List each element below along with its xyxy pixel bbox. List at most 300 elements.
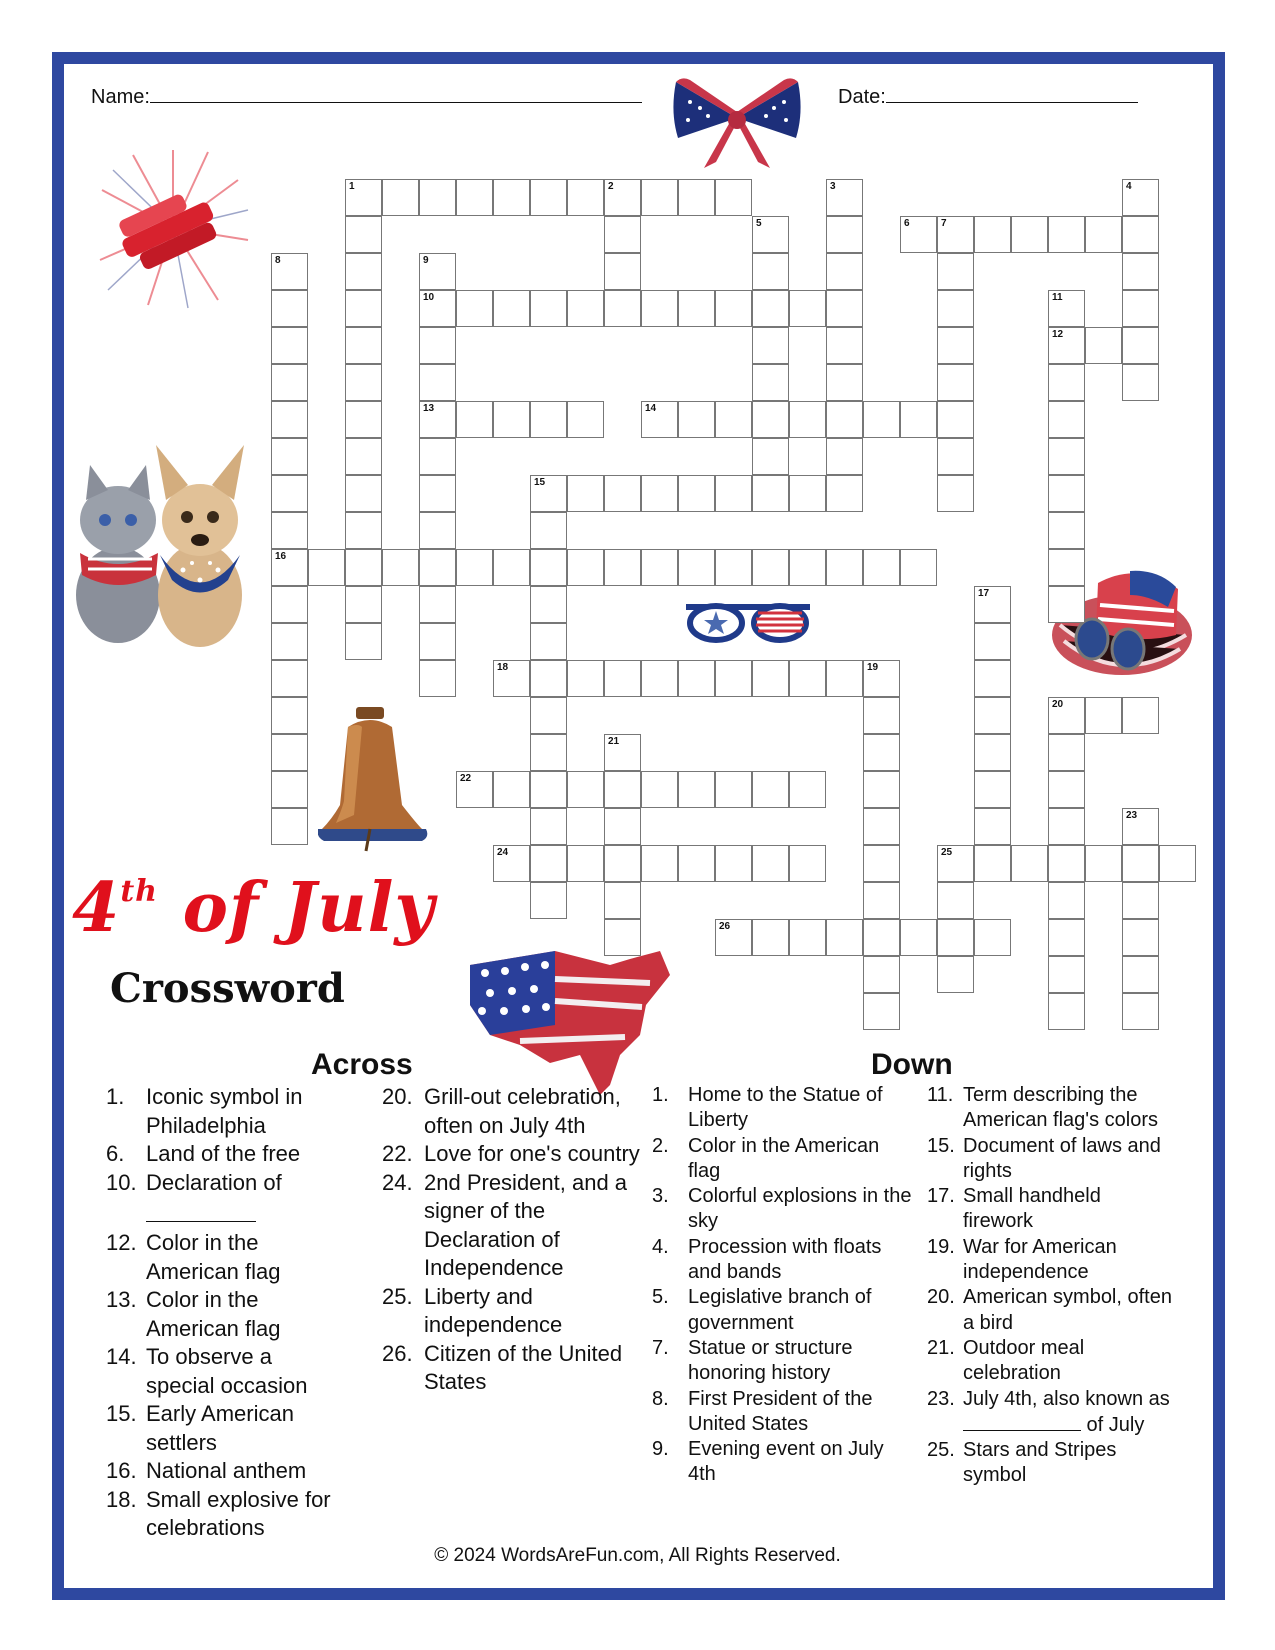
clue-item: [927, 1083, 1175, 1134]
grid-cell[interactable]: [863, 993, 900, 1030]
clue-item-text: Early American settlers: [146, 1401, 294, 1455]
grid-cell[interactable]: [604, 216, 641, 253]
grid-cell[interactable]: [345, 512, 382, 549]
grid-cell[interactable]: [1122, 993, 1159, 1030]
grid-cell[interactable]: [752, 660, 789, 697]
grid-cell[interactable]: [419, 290, 456, 327]
clue-item-number: 26.: [382, 1340, 413, 1366]
grid-cell[interactable]: [641, 290, 678, 327]
grid-cell[interactable]: [752, 919, 789, 956]
grid-cell[interactable]: [271, 660, 308, 697]
clue-item-text: Colorful explosions in the sky: [688, 1185, 912, 1233]
grid-cell[interactable]: [974, 660, 1011, 697]
grid-cell[interactable]: [1048, 327, 1085, 364]
grid-cell[interactable]: [271, 623, 308, 660]
grid-cell[interactable]: [1085, 697, 1122, 734]
grid-cell[interactable]: [937, 475, 974, 512]
grid-cell[interactable]: [493, 660, 530, 697]
grid-cell[interactable]: [1048, 919, 1085, 956]
grid-cell[interactable]: [789, 845, 826, 882]
grid-cell[interactable]: [789, 771, 826, 808]
grid-cell[interactable]: [456, 179, 493, 216]
grid-cell[interactable]: [419, 512, 456, 549]
grid-cell[interactable]: [789, 290, 826, 327]
date-blank[interactable]: [886, 84, 1138, 103]
grid-cell[interactable]: [1048, 956, 1085, 993]
grid-cell[interactable]: [678, 401, 715, 438]
grid-cell[interactable]: [604, 179, 641, 216]
grid-cell[interactable]: [1159, 845, 1196, 882]
clue-item-text: Iconic symbol in Philadelphia: [146, 1084, 303, 1138]
grid-cell[interactable]: [1122, 216, 1159, 253]
clue-item: [652, 1134, 914, 1185]
clue-item-text: Citizen of the United States: [424, 1340, 623, 1394]
grid-cell[interactable]: [937, 919, 974, 956]
grid-cell[interactable]: [678, 660, 715, 697]
grid-cell[interactable]: [1122, 179, 1159, 216]
grid-cell[interactable]: [715, 549, 752, 586]
grid-cell[interactable]: [752, 549, 789, 586]
grid-cell[interactable]: [567, 475, 604, 512]
grid-cell[interactable]: [863, 956, 900, 993]
grid-cell[interactable]: [530, 623, 567, 660]
grid-cell[interactable]: [604, 290, 641, 327]
grid-cell[interactable]: [715, 475, 752, 512]
grid-cell[interactable]: [345, 253, 382, 290]
clue-number: 13: [423, 403, 435, 414]
grid-cell[interactable]: [863, 549, 900, 586]
clue-item-text: War for American independence: [963, 1235, 1117, 1284]
grid-cell[interactable]: [1048, 216, 1085, 253]
clue-item-number: 18.: [106, 1486, 137, 1512]
clue-item: [927, 1387, 1175, 1439]
grid-cell[interactable]: [1122, 845, 1159, 882]
grid-cell[interactable]: [826, 549, 863, 586]
clue-number: 15: [534, 477, 546, 488]
grid-cell[interactable]: [826, 919, 863, 956]
grid-cell[interactable]: [752, 216, 789, 253]
grid-cell[interactable]: [456, 549, 493, 586]
grid-cell[interactable]: [715, 771, 752, 808]
liberty-bell-icon: [318, 705, 438, 855]
grid-cell[interactable]: [789, 660, 826, 697]
down-clues-column-1: [652, 1083, 914, 1488]
grid-cell[interactable]: [345, 438, 382, 475]
clue-item: [106, 1286, 346, 1343]
grid-cell[interactable]: [1122, 697, 1159, 734]
grid-cell[interactable]: [1048, 993, 1085, 1030]
grid-cell[interactable]: [826, 179, 863, 216]
grid-cell[interactable]: [863, 882, 900, 919]
grid-cell[interactable]: [1048, 882, 1085, 919]
grid-cell[interactable]: [1122, 882, 1159, 919]
grid-cell[interactable]: [493, 771, 530, 808]
clue-item-number: 14.: [106, 1344, 137, 1369]
grid-cell[interactable]: [826, 475, 863, 512]
grid-cell[interactable]: [863, 697, 900, 734]
grid-cell[interactable]: [456, 401, 493, 438]
grid-cell[interactable]: [826, 253, 863, 290]
clue-item: [382, 1083, 640, 1140]
grid-cell[interactable]: [604, 771, 641, 808]
grid-cell[interactable]: [974, 919, 1011, 956]
grid-cell[interactable]: [1048, 845, 1085, 882]
grid-cell[interactable]: [530, 882, 567, 919]
grid-cell[interactable]: [900, 216, 937, 253]
grid-cell[interactable]: [530, 475, 567, 512]
grid-cell[interactable]: [678, 549, 715, 586]
clue-item-number: 1.: [106, 1084, 125, 1109]
grid-cell[interactable]: [863, 771, 900, 808]
grid-cell[interactable]: [974, 845, 1011, 882]
grid-cell[interactable]: [419, 438, 456, 475]
grid-cell[interactable]: [1048, 734, 1085, 771]
grid-cell[interactable]: [530, 697, 567, 734]
grid-cell[interactable]: [345, 475, 382, 512]
grid-cell[interactable]: [1048, 771, 1085, 808]
grid-cell[interactable]: [345, 216, 382, 253]
grid-cell[interactable]: [752, 845, 789, 882]
grid-cell[interactable]: [789, 549, 826, 586]
clue-item-text: Stars and Stripes symbol: [963, 1439, 1117, 1487]
clue-item-number: 3.: [652, 1185, 669, 1208]
grid-cell[interactable]: [419, 586, 456, 623]
grid-cell[interactable]: [974, 734, 1011, 771]
grid-cell[interactable]: [1122, 919, 1159, 956]
grid-cell[interactable]: [382, 549, 419, 586]
grid-cell[interactable]: [826, 327, 863, 364]
grid-cell[interactable]: [1048, 401, 1085, 438]
grid-cell[interactable]: [271, 290, 308, 327]
clue-item: [927, 1184, 1175, 1235]
grid-cell[interactable]: [419, 179, 456, 216]
grid-cell[interactable]: [641, 401, 678, 438]
grid-cell[interactable]: [345, 549, 382, 586]
grid-cell[interactable]: [715, 919, 752, 956]
clue-item-number: 17.: [927, 1185, 955, 1208]
grid-cell[interactable]: [641, 475, 678, 512]
grid-cell[interactable]: [530, 808, 567, 845]
clue-number: 22: [460, 773, 472, 784]
clue-item-number: 11.: [927, 1084, 954, 1106]
grid-cell[interactable]: [530, 771, 567, 808]
grid-cell[interactable]: [937, 401, 974, 438]
grid-cell[interactable]: [1122, 290, 1159, 327]
grid-cell[interactable]: [937, 290, 974, 327]
grid-cell[interactable]: [826, 401, 863, 438]
grid-cell[interactable]: [826, 660, 863, 697]
grid-cell[interactable]: [604, 475, 641, 512]
grid-cell[interactable]: [641, 179, 678, 216]
grid-cell[interactable]: [937, 327, 974, 364]
down-heading: Down: [871, 1048, 953, 1081]
clue-item-number: 13.: [106, 1287, 137, 1312]
grid-cell[interactable]: [1011, 216, 1048, 253]
grid-cell[interactable]: [715, 179, 752, 216]
grid-cell[interactable]: [419, 364, 456, 401]
grid-cell[interactable]: [456, 290, 493, 327]
clue-number: 24: [497, 847, 509, 858]
grid-cell[interactable]: [271, 438, 308, 475]
grid-cell[interactable]: [641, 771, 678, 808]
grid-cell[interactable]: [345, 364, 382, 401]
grid-cell[interactable]: [715, 290, 752, 327]
clue-item-number: 23.: [927, 1387, 955, 1410]
grid-cell[interactable]: [530, 660, 567, 697]
grid-cell[interactable]: [604, 845, 641, 882]
grid-cell[interactable]: [493, 549, 530, 586]
grid-cell[interactable]: [271, 512, 308, 549]
grid-cell[interactable]: [419, 327, 456, 364]
grid-cell[interactable]: [1048, 697, 1085, 734]
grid-cell[interactable]: [974, 623, 1011, 660]
clue-item-number: 15.: [106, 1401, 137, 1426]
grid-cell[interactable]: [900, 919, 937, 956]
clue-number: 16: [275, 551, 287, 562]
grid-cell[interactable]: [530, 845, 567, 882]
grid-cell[interactable]: [1048, 512, 1085, 549]
grid-cell[interactable]: [900, 401, 937, 438]
grid-cell[interactable]: [789, 401, 826, 438]
grid-cell[interactable]: [863, 401, 900, 438]
clue-item-number: 8.: [652, 1387, 669, 1410]
clue-item-text: Outdoor meal celebration: [963, 1336, 1085, 1385]
grid-cell[interactable]: [715, 845, 752, 882]
grid-cell[interactable]: [604, 808, 641, 845]
clue-number: 11: [1052, 292, 1063, 303]
grid-cell[interactable]: [937, 253, 974, 290]
grid-cell[interactable]: [271, 327, 308, 364]
grid-cell[interactable]: [604, 660, 641, 697]
grid-cell[interactable]: [1122, 808, 1159, 845]
grid-cell[interactable]: [863, 660, 900, 697]
grid-cell[interactable]: [937, 882, 974, 919]
clue-item-text: Small handheld firework: [963, 1185, 1101, 1233]
grid-cell[interactable]: [678, 771, 715, 808]
grid-cell[interactable]: [826, 438, 863, 475]
grid-cell[interactable]: [1048, 364, 1085, 401]
clue-item: [652, 1285, 914, 1336]
grid-cell[interactable]: [308, 549, 345, 586]
grid-cell[interactable]: [567, 771, 604, 808]
grid-cell[interactable]: [937, 845, 974, 882]
grid-cell[interactable]: [1048, 808, 1085, 845]
clue-item: [927, 1235, 1175, 1286]
grid-cell[interactable]: [345, 290, 382, 327]
grid-cell[interactable]: [826, 364, 863, 401]
grid-cell[interactable]: [974, 697, 1011, 734]
grid-cell[interactable]: [863, 808, 900, 845]
grid-cell[interactable]: [419, 549, 456, 586]
grid-cell[interactable]: [863, 845, 900, 882]
grid-cell[interactable]: [974, 771, 1011, 808]
grid-cell[interactable]: [419, 401, 456, 438]
grid-cell[interactable]: [419, 623, 456, 660]
grid-cell[interactable]: [271, 253, 308, 290]
grid-cell[interactable]: [715, 660, 752, 697]
grid-cell[interactable]: [604, 253, 641, 290]
clue-item: [382, 1283, 640, 1340]
grid-cell[interactable]: [345, 401, 382, 438]
grid-cell[interactable]: [1048, 586, 1085, 623]
grid-cell[interactable]: [567, 290, 604, 327]
grid-cell[interactable]: [345, 623, 382, 660]
grid-cell[interactable]: [641, 660, 678, 697]
clue-number: 12: [1052, 329, 1064, 340]
grid-cell[interactable]: [345, 179, 382, 216]
grid-cell[interactable]: [1085, 327, 1122, 364]
clue-item: [927, 1285, 1175, 1336]
clue-item-number: 25.: [382, 1283, 413, 1309]
clue-number: 5: [756, 218, 762, 229]
clue-item-number: 1.: [652, 1084, 669, 1106]
grid-cell[interactable]: [974, 586, 1011, 623]
grid-cell[interactable]: [1122, 253, 1159, 290]
grid-cell[interactable]: [530, 586, 567, 623]
clue-item-text: Color in the American flag: [146, 1287, 281, 1341]
grid-cell[interactable]: [678, 845, 715, 882]
date-field[interactable]: [838, 84, 1138, 109]
clue-item-text: American symbol, often a bird: [963, 1286, 1172, 1334]
clue-item-number: 7.: [652, 1336, 669, 1359]
grid-cell[interactable]: [567, 179, 604, 216]
grid-cell[interactable]: [419, 475, 456, 512]
grid-cell[interactable]: [937, 438, 974, 475]
clue-item-number: 12.: [106, 1230, 137, 1255]
grid-cell[interactable]: [1085, 216, 1122, 253]
grid-cell[interactable]: [1122, 364, 1159, 401]
grid-cell[interactable]: [752, 771, 789, 808]
clue-number: 18: [497, 662, 509, 673]
grid-cell[interactable]: [530, 549, 567, 586]
grid-cell[interactable]: [271, 475, 308, 512]
grid-cell[interactable]: [937, 364, 974, 401]
clue-item: [106, 1169, 346, 1230]
grid-cell[interactable]: [567, 549, 604, 586]
grid-cell[interactable]: [382, 179, 419, 216]
grid-cell[interactable]: [493, 401, 530, 438]
grid-cell[interactable]: [678, 475, 715, 512]
grid-cell[interactable]: [1048, 549, 1085, 586]
clue-item: [927, 1134, 1175, 1185]
grid-cell[interactable]: [863, 734, 900, 771]
grid-cell[interactable]: [678, 179, 715, 216]
grid-cell[interactable]: [752, 253, 789, 290]
grid-cell[interactable]: [567, 845, 604, 882]
grid-cell[interactable]: [567, 660, 604, 697]
clue-number: 17: [978, 588, 990, 599]
clue-item-number: 15.: [927, 1134, 955, 1157]
grid-cell[interactable]: [826, 216, 863, 253]
clue-item: [382, 1140, 640, 1169]
clue-item: [652, 1184, 914, 1235]
grid-cell[interactable]: [419, 253, 456, 290]
grid-cell[interactable]: [530, 401, 567, 438]
across-heading: Across: [311, 1048, 413, 1081]
grid-cell[interactable]: [271, 549, 308, 586]
grid-cell[interactable]: [604, 882, 641, 919]
name-label: Name:: [91, 86, 150, 108]
clue-number: 20: [1052, 699, 1064, 710]
grid-cell[interactable]: [937, 956, 974, 993]
grid-cell[interactable]: [530, 179, 567, 216]
grid-cell[interactable]: [937, 216, 974, 253]
clue-number: 9: [423, 255, 429, 266]
grid-cell[interactable]: [974, 808, 1011, 845]
clue-item: [382, 1169, 640, 1283]
clue-item: [652, 1387, 914, 1438]
grid-cell[interactable]: [641, 845, 678, 882]
grid-cell[interactable]: [493, 290, 530, 327]
grid-cell[interactable]: [752, 327, 789, 364]
grid-cell[interactable]: [271, 364, 308, 401]
grid-cell[interactable]: [752, 364, 789, 401]
grid-cell[interactable]: [271, 734, 308, 771]
grid-cell[interactable]: [1122, 956, 1159, 993]
grid-cell[interactable]: [863, 919, 900, 956]
grid-cell[interactable]: [271, 401, 308, 438]
grid-cell[interactable]: [715, 401, 752, 438]
grid-cell[interactable]: [345, 586, 382, 623]
grid-cell[interactable]: [789, 475, 826, 512]
grid-cell[interactable]: [530, 734, 567, 771]
clue-item-number: 25.: [927, 1439, 955, 1462]
grid-cell[interactable]: [493, 845, 530, 882]
grid-cell[interactable]: [752, 290, 789, 327]
grid-cell[interactable]: [345, 327, 382, 364]
grid-cell[interactable]: [826, 290, 863, 327]
clue-item-number: 9.: [652, 1438, 669, 1461]
clue-item-text: National anthem: [146, 1458, 307, 1483]
grid-cell[interactable]: [752, 401, 789, 438]
grid-cell[interactable]: [493, 179, 530, 216]
grid-cell[interactable]: [752, 475, 789, 512]
name-blank[interactable]: [150, 84, 642, 103]
answer-blank: [146, 1203, 256, 1222]
clue-item-text: Home to the Statue of Liberty: [688, 1084, 883, 1132]
grid-cell[interactable]: [530, 512, 567, 549]
clue-number: 10: [423, 292, 435, 303]
grid-cell[interactable]: [1011, 845, 1048, 882]
grid-cell[interactable]: [1085, 845, 1122, 882]
grid-cell[interactable]: [456, 771, 493, 808]
grid-cell[interactable]: [419, 660, 456, 697]
grid-cell[interactable]: [604, 734, 641, 771]
grid-cell[interactable]: [271, 586, 308, 623]
grid-cell[interactable]: [974, 216, 1011, 253]
grid-cell[interactable]: [604, 549, 641, 586]
grid-cell[interactable]: [271, 771, 308, 808]
grid-cell[interactable]: [271, 808, 308, 845]
clue-number: 14: [645, 403, 657, 414]
grid-cell[interactable]: [900, 549, 937, 586]
grid-cell[interactable]: [1048, 290, 1085, 327]
grid-cell[interactable]: [752, 438, 789, 475]
clue-item-number: 21.: [927, 1336, 955, 1359]
grid-cell[interactable]: [1048, 438, 1085, 475]
grid-cell[interactable]: [271, 697, 308, 734]
grid-cell[interactable]: [567, 401, 604, 438]
grid-cell[interactable]: [1048, 475, 1085, 512]
grid-cell[interactable]: [678, 290, 715, 327]
grid-cell[interactable]: [530, 290, 567, 327]
grid-cell[interactable]: [1122, 327, 1159, 364]
name-field[interactable]: [91, 84, 642, 109]
grid-cell[interactable]: [604, 919, 641, 956]
grid-cell[interactable]: [789, 919, 826, 956]
clue-item-number: 4.: [652, 1235, 669, 1258]
grid-cell[interactable]: [641, 549, 678, 586]
